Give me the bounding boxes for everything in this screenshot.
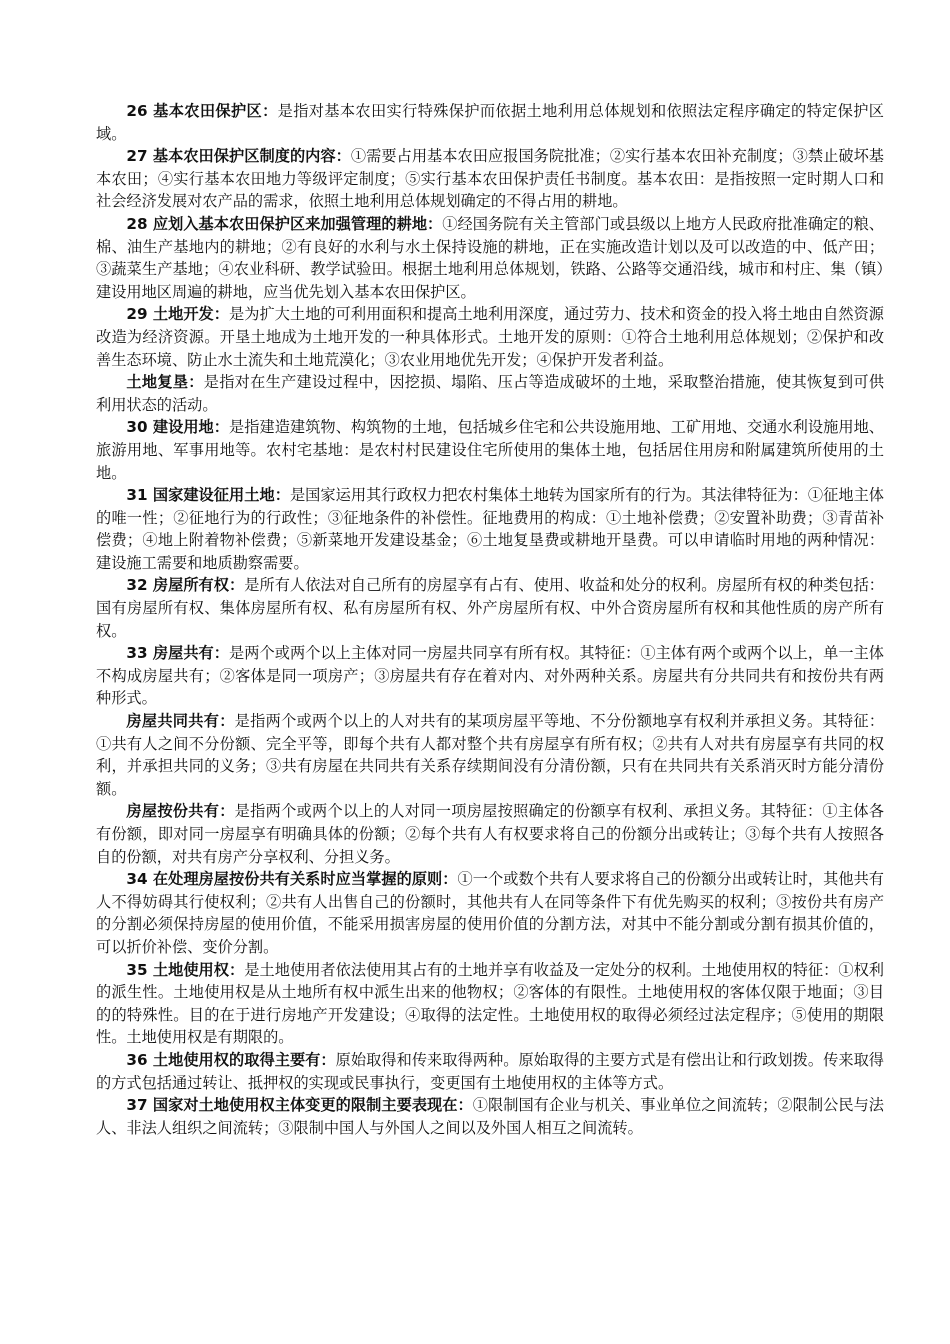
paragraph-text: ①一个或数个共有人要求将自己的份额分出或转让时，其他共有人不得妨碍其行使权利；②共有人出售自己的份额时，其他共有人在同等条件下有优先购买的权利；③按份共有房产的分割必须保持房屋的使用价值，不能采用损害房屋的使用价值的分割方法，对其中不能分割或分割有损其价值的，可以折价补偿、变价分割。 (96, 870, 884, 956)
paragraph-32 (96, 574, 884, 642)
term-heading: 35 土地使用权： (126, 960, 245, 979)
paragraph-text: 是指两个或两个以上的人对同一项房屋按照确定的份额享有权利、承担义务。其特征：①主体各有份额，即对同一房屋享有明确具体的份额；②每个共有人有权要求将自己的份额分出或转让；③每个共有人按照各自的份额，对共有房产分享权利、分担义务。 (96, 802, 885, 866)
term-heading: 房屋按份共有： (126, 802, 235, 821)
term-heading: 房屋共同共有： (126, 712, 235, 731)
paragraph-text: 是指对基本农田实行特殊保护而依据土地利用总体规划和依照法定程序确定的特定保护区域。 (96, 102, 884, 143)
term-heading: 37 国家对土地使用权主体变更的限制主要表现在： (126, 1096, 473, 1115)
paragraph-text: ①需要占用基本农田应报国务院批准；②实行基本农田补充制度；③禁止破坏基本农田；④实行基本农田地力等级评定制度；⑤实行基本农田保护责任书制度。基本农田：是指按照一定时期人口和社会经济发展对农产品的需求，依照土地利用总体规划确定的不得占用的耕地。 (96, 147, 884, 211)
paragraph-34 (96, 868, 884, 958)
paragraph-text: 是两个或两个以上主体对同一房屋共同享有所有权。其特征：①主体有两个或两个以上，单一主体不构成房屋共有；②客体是同一项房产；③房屋共有存在着对内、对外两种关系。房屋共有分共同共有和按份共有两种形式。 (96, 644, 884, 708)
paragraph-31 (96, 484, 884, 574)
paragraph-text: 是土地使用者依法使用其占有的土地并享有收益及一定处分的权利。土地使用权的特征：①权利的派生性。土地使用权是从土地所有权中派生出来的他物权；②客体的有限性。土地使用权的客体仅限于地面；③目的的特殊性。目的在于进行房地产开发建设；④取得的法定性。土地使用权的取得必须经过法定程序；⑤使用的期限性。土地使用权是有期限的。 (96, 960, 884, 1047)
term-heading: 32 房屋所有权： (126, 576, 245, 595)
term-heading: 30 建设用地： (126, 418, 230, 437)
paragraph-text: 是国家运用其行政权力把农村集体土地转为国家所有的行为。其法律特征为：①征地主体的唯一性；②征地行为的行政性；③征地条件的补偿性。征地费用的构成：①土地补偿费；②安置补助费；③青苗补偿费；④地上附着物补偿费；⑤新菜地开发建设基金；⑥土地复垦费或耕地开垦费。可以申请临时用地的两种情况：建设施工需要和地质勘察需要。 (96, 486, 884, 572)
paragraph-text: 是所有人依法对自己所有的房屋享有占有、使用、收益和处分的权利。房屋所有权的种类包括：国有房屋所有权、集体房屋所有权、私有房屋所有权、外产房屋所有权、中外合资房屋所有权和其他性质的房产所有权。 (96, 576, 884, 640)
term-heading: 36 土地使用权的取得主要有： (126, 1050, 336, 1069)
term-heading: 28 应划入基本农田保护区来加强管理的耕地： (126, 214, 443, 233)
paragraph-text: ①限制国有企业与机关、事业单位之间流转；②限制公民与法人、非法人组织之间流转；③限制中国人与外国人之间以及外国人相互之间流转。 (96, 1096, 884, 1137)
paragraph-text: 是指两个或两个以上的人对共有的某项房屋平等地、不分份额地享有权利并承担义务。其特征：①共有人之间不分份额、完全平等，即每个共有人都对整个共有房屋享有所有权；②共有人对共有房屋享有共同的权利，并承担共同的义务；③共有房屋在共同共有关系存续期间没有分清份额，只有在共同共有关系消灭时方能分清份额。 (96, 712, 885, 798)
paragraph-28 (96, 213, 884, 303)
paragraph-text: 是指对在生产建设过程中，因挖损、塌陷、压占等造成破坏的土地，采取整治措施，使其恢复到可供利用状态的活动。 (96, 373, 885, 414)
term-heading: 27 基本农田保护区制度的内容： (126, 147, 351, 166)
term-heading: 29 土地开发： (126, 305, 230, 324)
term-heading: 33 房屋共有： (126, 644, 230, 663)
paragraph-text: 是为扩大土地的可利用面积和提高土地利用深度，通过劳力、技术和资金的投入将土地由自然资源改造为经济资源。开垦土地成为土地开发的一种具体形式。土地开发的原则：①符合土地利用总体规划；②保护和改善生态环境、防止水土流失和土地荒漠化；③农业用地优先开发；④保护开发者利益。 (96, 305, 884, 369)
paragraph-joint-tenancy (96, 710, 884, 800)
term-heading: 34 在处理房屋按份共有关系时应当掌握的原则： (126, 870, 458, 889)
document-page (96, 100, 884, 1139)
paragraph-27 (96, 145, 884, 213)
paragraph-33 (96, 642, 884, 710)
paragraph-text: 原始取得和传来取得两种。原始取得的主要方式是有偿出让和行政划拨。传来取得的方式包括通过转让、抵押权的实现或民事执行，变更国有土地使用权的主体等方式。 (96, 1050, 884, 1092)
term-heading: 26 基本农田保护区： (126, 102, 278, 120)
paragraph-land-reclamation (96, 371, 884, 416)
paragraph-26 (96, 100, 884, 145)
term-heading: 31 国家建设征用土地： (126, 486, 290, 505)
paragraph-35 (96, 959, 884, 1049)
paragraph-36 (96, 1049, 884, 1094)
paragraph-37 (96, 1094, 884, 1139)
paragraph-text: ①经国务院有关主管部门或县级以上地方人民政府批准确定的粮、棉、油生产基地内的耕地；②有良好的水利与水土保持设施的耕地，正在实施改造计划以及可以改造的中、低产田；③蔬菜生产基地；④农业科研、教学试验田。根据土地利用总体规划，铁路、公路等交通沿线，城市和村庄、集（镇）建设用地区周遍的耕地，应当优先划入基本农田保护区。 (96, 214, 884, 301)
paragraph-tenancy-in-common (96, 800, 884, 868)
term-heading: 土地复垦： (126, 373, 204, 392)
paragraph-text: 是指建造建筑物、构筑物的土地，包括城乡住宅和公共设施用地、工矿用地、交通水利设施用地、旅游用地、军事用地等。农村宅基地：是农村村民建设住宅所使用的集体土地，包括居住用房和附属建筑所使用的土地。 (96, 418, 884, 482)
paragraph-29 (96, 303, 884, 371)
paragraph-30 (96, 416, 884, 484)
